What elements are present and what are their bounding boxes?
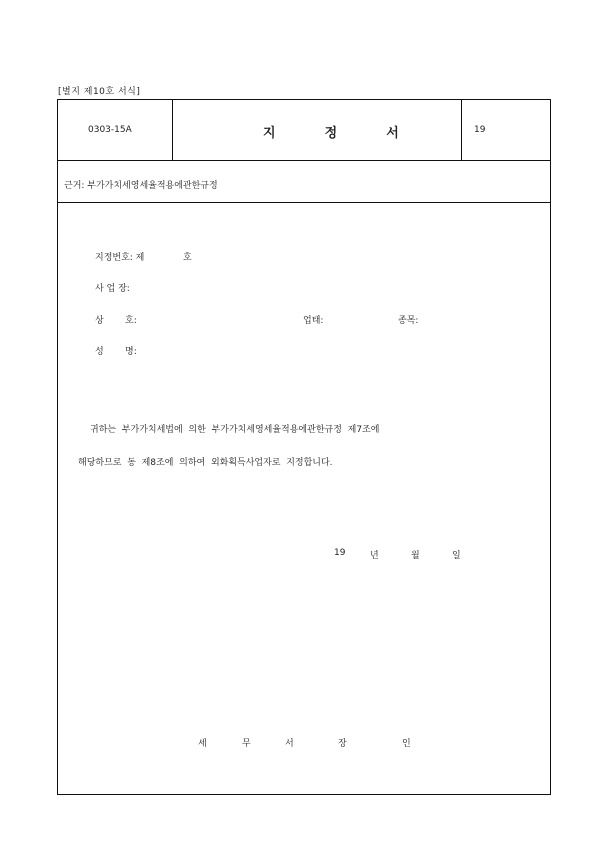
signer-char-2: 무 <box>242 739 251 749</box>
form-number-label: [별지 제10호 서식] <box>58 87 141 97</box>
header-divider-right <box>461 100 462 160</box>
date-day-unit: 일 <box>452 551 461 561</box>
signer-char-4: 장 <box>338 739 347 749</box>
name-label-a: 성 <box>95 347 104 357</box>
designation-number-suffix: 호 <box>183 253 192 263</box>
business-place-label: 사 업 장: <box>95 284 130 294</box>
title-char-1: 지 <box>263 126 276 141</box>
date-year: 19 <box>334 548 346 558</box>
title-char-2: 정 <box>324 126 338 141</box>
document-code: 0303-15A <box>88 125 132 135</box>
designation-certificate-form <box>57 99 551 795</box>
header-bottom-line <box>58 160 550 161</box>
body-text-line-1: 귀하는 부가가치세법에 의한 부가가치세영세율적용에관한규정 제7조에 <box>90 425 380 435</box>
signer-seal-char: 인 <box>402 739 411 749</box>
basis-bottom-line <box>58 202 550 203</box>
designation-number-label: 지정번호: 제 <box>95 253 145 263</box>
trade-name-label-b: 호: <box>125 316 137 326</box>
trade-name-label-a: 상 <box>95 316 104 326</box>
title-char-3: 서 <box>386 126 399 141</box>
signer-char-1: 세 <box>198 739 207 749</box>
name-label-b: 명: <box>125 347 137 357</box>
document-title <box>263 122 399 141</box>
date-month-unit: 월 <box>411 551 420 561</box>
signer-char-3: 서 <box>285 739 294 749</box>
date-year-unit: 년 <box>370 551 379 561</box>
body-text-line-2: 해당하므로 동 제8조에 의하여 외화획득사업자로 지정합니다. <box>78 458 333 468</box>
item-label: 종목: <box>398 316 419 326</box>
header-year: 19 <box>474 125 486 135</box>
header-divider-left <box>172 100 173 160</box>
business-type-label: 업태: <box>303 316 324 326</box>
legal-basis: 근거: 부가가치세영세율적용에관한규정 <box>64 181 218 191</box>
